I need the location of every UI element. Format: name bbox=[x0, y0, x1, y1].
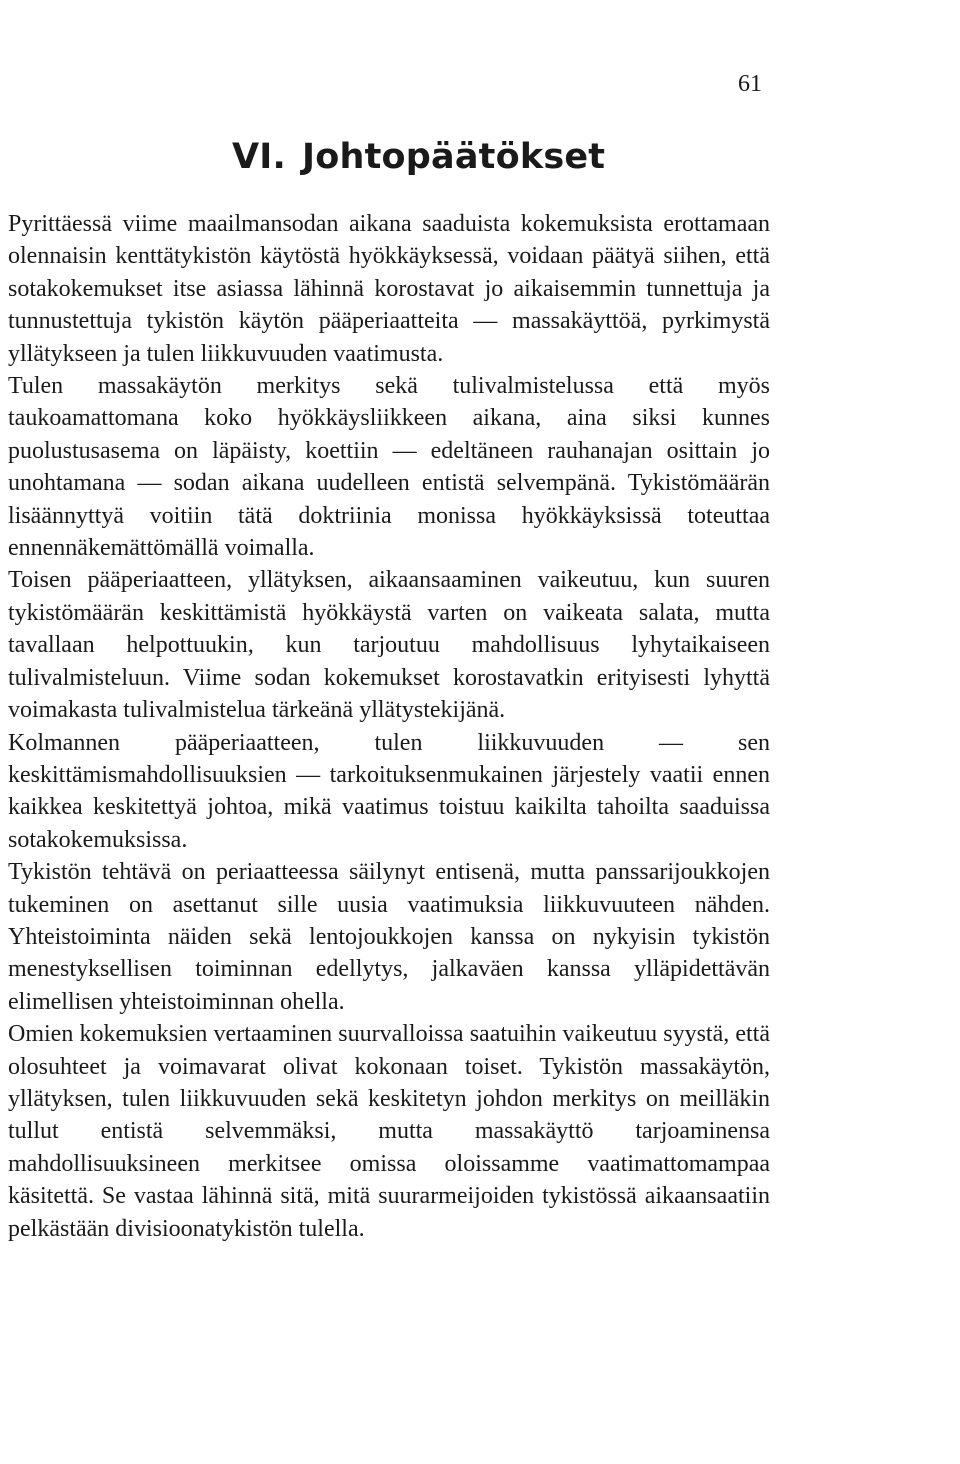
paragraph-4: Kolmannen pääperiaatteen, tulen liikkuvuuden — sen keskittämismahdollisuuksien — tarkoituksenmukainen järjestely vaatii ennen kaikkea keskitettyä johtoa, mikä vaatimus toistuu kaikilta tahoilta saaduissa sotakokemuksissa. bbox=[8, 729, 770, 853]
page-number: 61 bbox=[738, 71, 762, 97]
chapter-heading bbox=[232, 137, 606, 177]
body-text bbox=[8, 208, 770, 1245]
paragraph-2: Tulen massakäytön merkitys sekä tulivalmistelussa että myös taukoamattomana koko hyökkäysliikkeen aikana, aina siksi kunnes puolustusasema on läpäisty, koettiin — edeltäneen rauhanajan osittain jo unohtamana — sodan aikana uudelleen entistä selvempänä. Tykistömäärän lisäännyttyä voitiin tätä doktriinia monissa hyökkäyksissä toteuttaa ennennäkemättömällä voimalla. bbox=[8, 373, 770, 562]
paragraph-5: Tykistön tehtävä on periaatteessa säilynyt entisenä, mutta panssarijoukkojen tukeminen on asettanut sille uusia vaatimuksia liikkuvuuteen nähden. Yhteistoiminta näiden sekä lentojoukkojen kanssa on nykyisin tykistön menestyksellisen toiminnan edellytys, jalkaväen kanssa ylläpidettävän elimellisen yhteistoiminnan ohella. bbox=[8, 859, 770, 1015]
chapter-number: VI. bbox=[232, 137, 287, 177]
paragraph-6: Omien kokemuksien vertaaminen suurvalloissa saatuihin vaikeutuu syystä, että olosuhteet ja voimavarat olivat kokonaan toiset. Tykistön massakäytön, yllätyksen, tulen liikkuvuuden sekä keskitetyn johdon merkitys on meilläkin tullut entistä selvemmäksi, mutta massakäyttö tarjoaminensa mahdollisuuksineen merkitsee omissa oloissamme vaatimattomampaa käsitettä. Se vastaa lähinnä sitä, mitä suurarmeijoiden tykistössä aikaansaatiin pelkästään divisioonatykistön tulella. bbox=[8, 1021, 770, 1242]
chapter-title: Johtopäätökset bbox=[302, 137, 606, 177]
paragraph-1: Pyrittäessä viime maailmansodan aikana saaduista kokemuksista erottamaan olennaisin kenttätykistön käytöstä hyökkäyksessä, voidaan päätyä siihen, että sotakokemukset itse asiassa lähinnä korostavat jo aikaisemmin tunnettuja ja tunnustettuja tykistön käytön pääperiaatteita — massakäyttöä, pyrkimystä yllätykseen ja tulen liikkuvuuden vaatimusta. bbox=[8, 211, 770, 367]
paragraph-3: Toisen pääperiaatteen, yllätyksen, aikaansaaminen vaikeutuu, kun suuren tykistömäärän keskittämistä hyökkäystä varten on vaikeata salata, mutta tavallaan helpottuukin, kun tarjoutuu mahdollisuus lyhytaikaiseen tulivalmisteluun. Viime sodan kokemukset korostavatkin erityisesti lyhyttä voimakasta tulivalmistelua tärkeänä yllätystekijänä. bbox=[8, 567, 770, 724]
